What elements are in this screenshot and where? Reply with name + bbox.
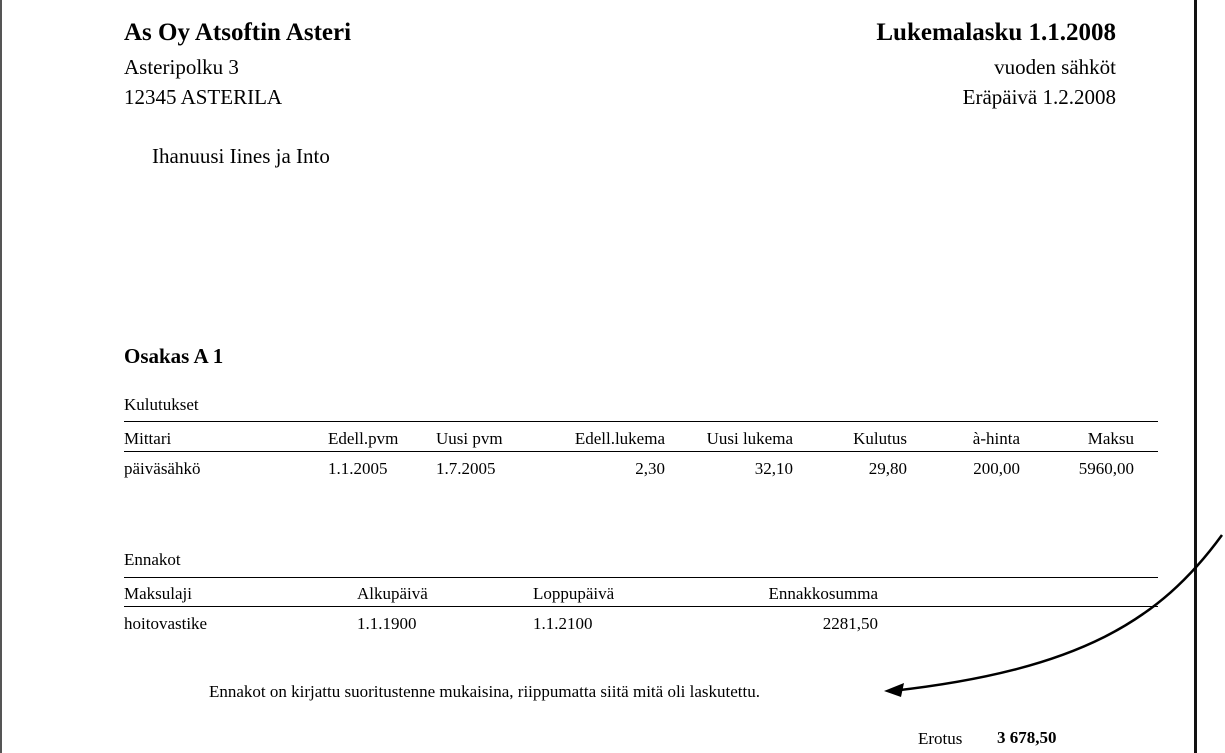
page-border-left (0, 0, 2, 753)
invoice-title: Lukemalasku 1.1.2008 (876, 19, 1116, 46)
consumption-section-title: Kulutukset (124, 395, 199, 414)
cell-advance-sum: 2281,50 (822, 614, 878, 633)
advances-note: Ennakot on kirjattu suoritustenne mukaisina, riippumatta siitä mitä oli laskutettu. (209, 682, 760, 701)
cell-prev-date: 1.1.2005 (328, 459, 388, 478)
difference-label: Erotus (918, 729, 963, 748)
col-header-start-date: Alkupäivä (357, 584, 428, 603)
col-header-new-date: Uusi pvm (436, 429, 503, 448)
col-header-prev-reading: Edell.lukema (574, 429, 665, 448)
sender-postal: 12345 ASTERILA (124, 85, 283, 109)
advances-rule-header (124, 606, 1158, 607)
sender-street: Asteripolku 3 (124, 55, 239, 79)
advances-section-title: Ennakot (124, 550, 181, 569)
cell-unit-price: 200,00 (973, 459, 1020, 478)
difference-value: 3 678,50 (997, 728, 1057, 747)
col-header-prev-date: Edell.pvm (328, 429, 399, 448)
cell-consumption: 29,80 (868, 459, 907, 478)
col-header-advance-sum: Ennakkosumma (768, 584, 878, 603)
col-header-new-reading: Uusi lukema (706, 429, 793, 448)
cell-meter: päiväsähkö (124, 459, 201, 478)
advances-rule-top (124, 577, 1158, 578)
col-header-charge: Maksu (1087, 429, 1134, 448)
col-header-payment-type: Maksulaji (124, 584, 192, 603)
col-header-unit-price: à-hinta (972, 429, 1020, 448)
cell-charge: 5960,00 (1078, 459, 1134, 478)
cell-end-date: 1.1.2100 (533, 614, 593, 633)
recipient-name: Ihanuusi Iines ja Into (152, 144, 330, 168)
cell-payment-type: hoitovastike (124, 614, 208, 633)
invoice-due-date: Eräpäivä 1.2.2008 (962, 85, 1116, 109)
invoice-subtitle: vuoden sähköt (994, 55, 1116, 79)
cell-start-date: 1.1.1900 (357, 614, 417, 633)
col-header-consumption: Kulutus (853, 429, 907, 448)
sender-name: As Oy Atsoftin Asteri (124, 19, 352, 46)
cell-new-reading: 32,10 (754, 459, 793, 478)
cell-new-date: 1.7.2005 (436, 459, 496, 478)
cell-prev-reading: 2,30 (635, 459, 665, 478)
consumption-rule-top (124, 421, 1158, 422)
consumption-rule-header (124, 451, 1158, 452)
owner-heading: Osakas A 1 (124, 344, 224, 368)
col-header-meter: Mittari (124, 429, 172, 448)
page-border-right (1194, 0, 1197, 753)
col-header-end-date: Loppupäivä (533, 584, 615, 603)
